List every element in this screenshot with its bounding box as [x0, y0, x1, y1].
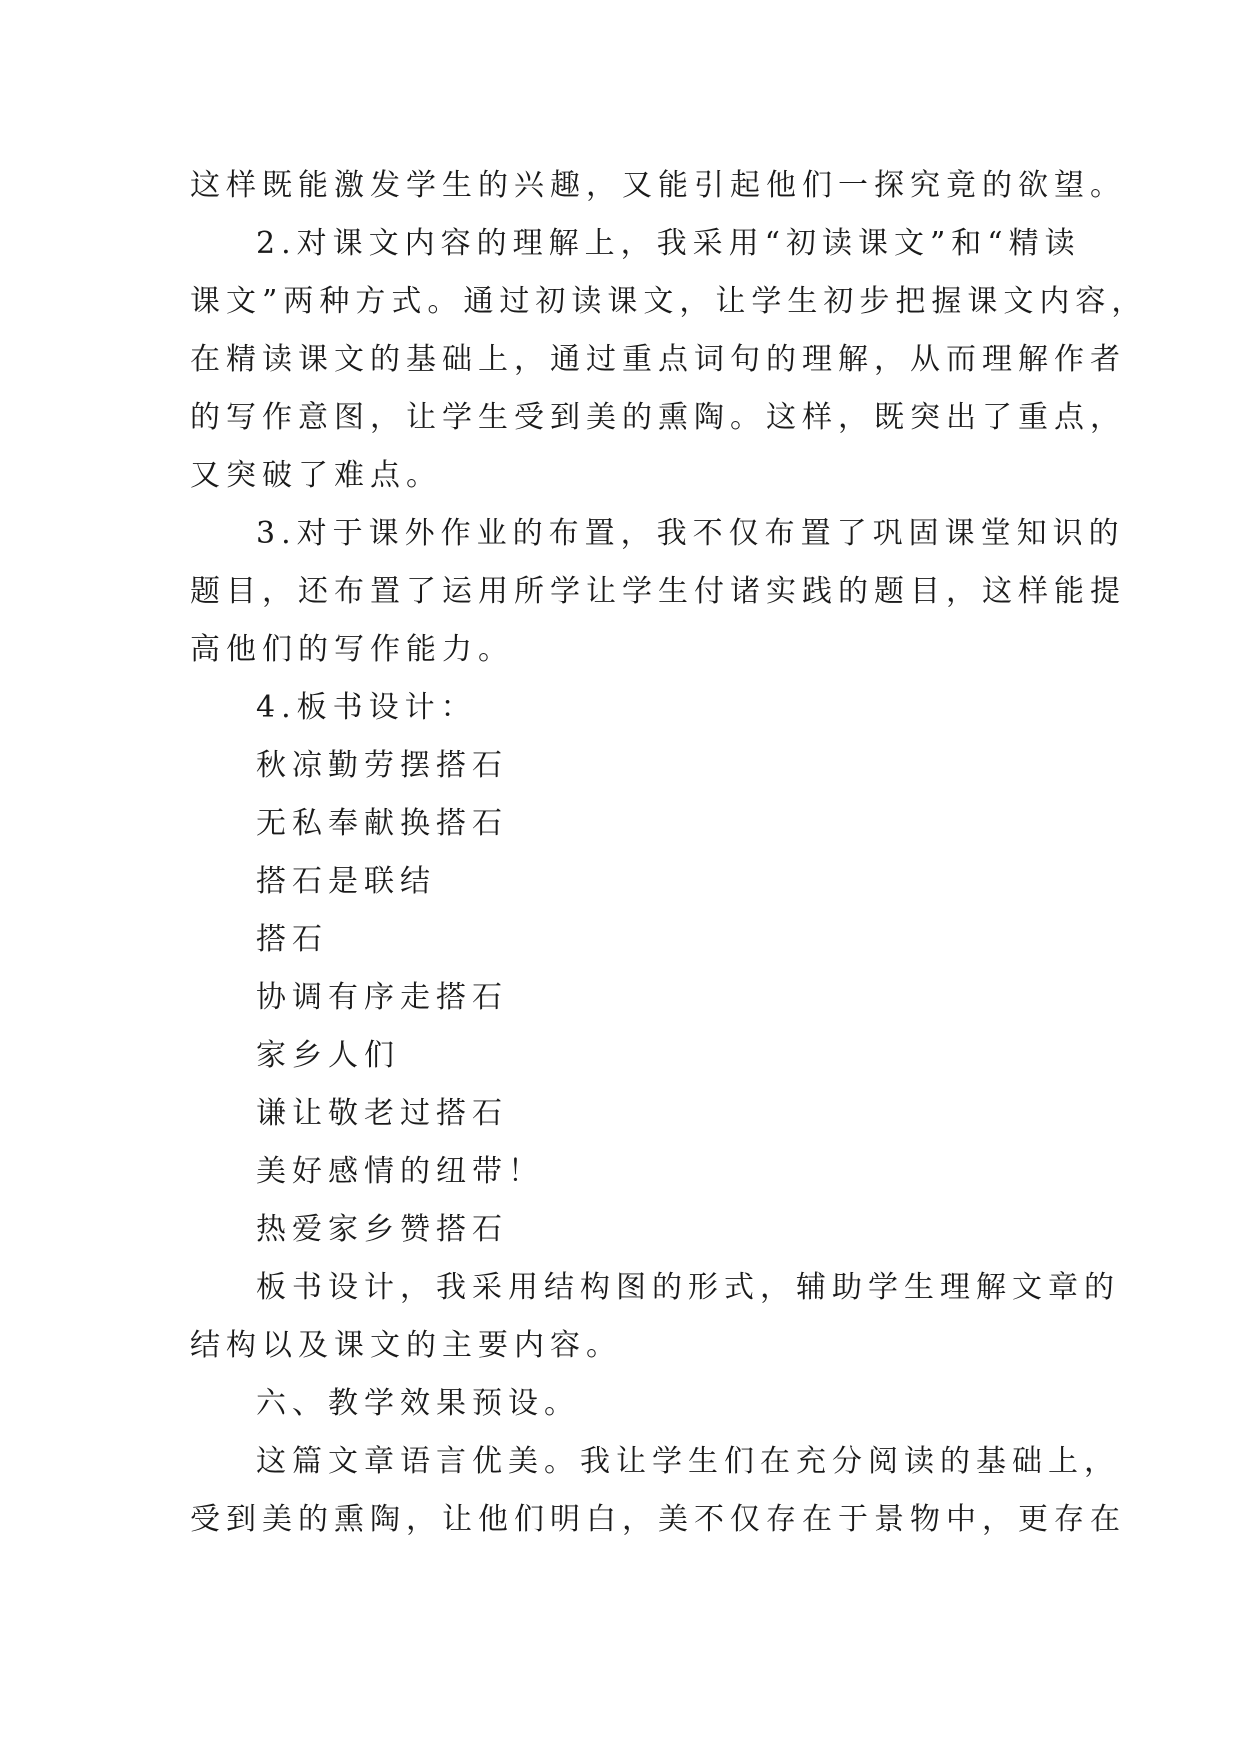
text-line: 课文”两种方式。通过初读课文，让学生初步把握课文内容，: [190, 284, 1148, 319]
text-line: 热爱家乡赞搭石: [256, 1212, 508, 1247]
text-line: 这篇文章语言优美。我让学生们在充分阅读的基础上，: [256, 1444, 1120, 1479]
text-line: 搭石是联结: [256, 864, 436, 899]
text-line: 受到美的熏陶，让他们明白，美不仅存在于景物中，更存在: [190, 1502, 1126, 1537]
text-line: 家乡人们: [256, 1038, 400, 1073]
text-line: 秋凉勤劳摆搭石: [256, 748, 508, 783]
text-line: 无私奉献换搭石: [256, 806, 508, 841]
text-line: 板书设计，我采用结构图的形式，辅助学生理解文章的: [256, 1270, 1120, 1305]
text-line: 4.板书设计：: [256, 690, 477, 725]
text-line: 这样既能激发学生的兴趣，又能引起他们一探究竟的欲望。: [190, 168, 1126, 203]
text-line: 题目，还布置了运用所学让学生付诸实践的题目，这样能提: [190, 574, 1126, 609]
text-line: 谦让敬老过搭石: [256, 1096, 508, 1131]
section-heading: 六、教学效果预设。: [256, 1386, 580, 1421]
text-line: 3.对于课外作业的布置，我不仅布置了巩固课堂知识的: [256, 516, 1125, 551]
text-line: 搭石: [256, 922, 328, 957]
text-line: 结构以及课文的主要内容。: [190, 1328, 622, 1363]
text-line: 美好感情的纽带！: [256, 1154, 544, 1189]
text-line: 2.对课文内容的理解上，我采用“初读课文”和“精读: [256, 226, 1081, 261]
text-line: 的写作意图，让学生受到美的熏陶。这样，既突出了重点，: [190, 400, 1126, 435]
text-line: 高他们的写作能力。: [190, 632, 514, 667]
text-line: 在精读课文的基础上，通过重点词句的理解，从而理解作者: [190, 342, 1126, 377]
text-line: 又突破了难点。: [190, 458, 442, 493]
text-line: 协调有序走搭石: [256, 980, 508, 1015]
